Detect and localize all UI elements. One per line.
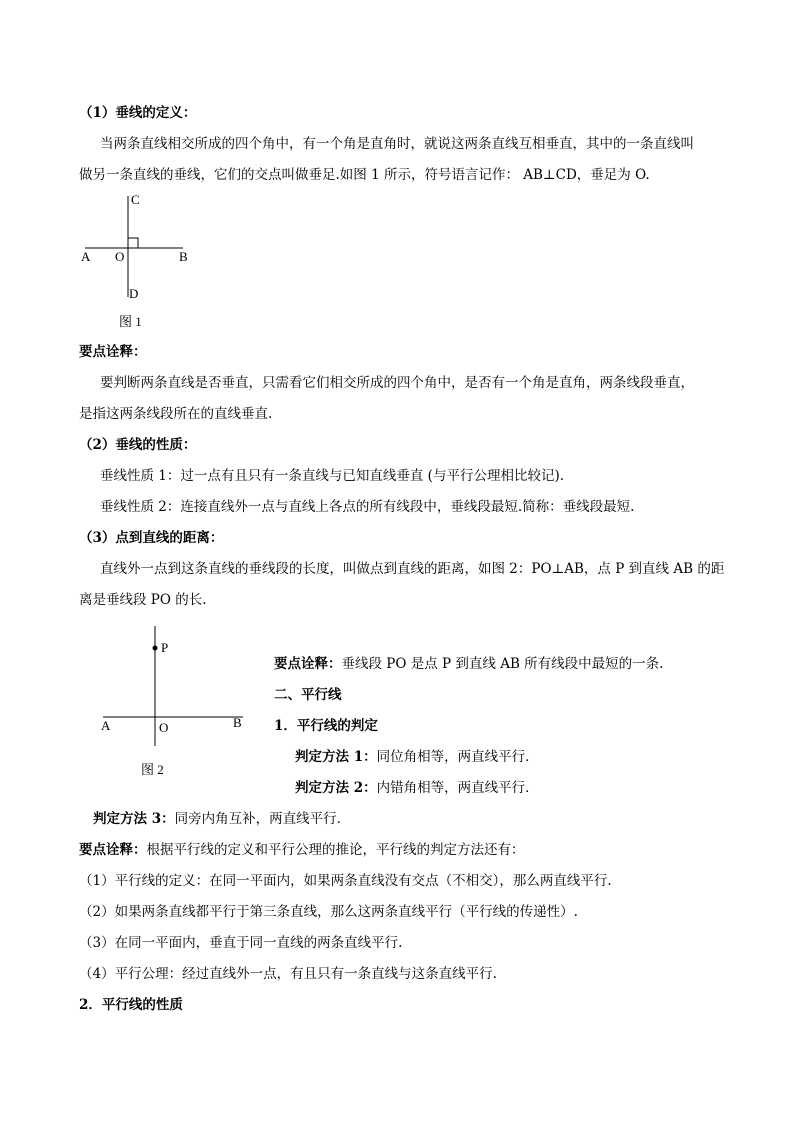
judgement-method-3 (93, 810, 350, 828)
note-2-label: 要点诠释： (274, 656, 342, 672)
judgement-method-2 (295, 779, 539, 797)
distance-paragraph-line2: 离是垂线段 PO 的长. (79, 592, 207, 608)
heading-parallel-judgement: 1．平行线的判定 (274, 718, 378, 734)
label-a: A (101, 718, 111, 733)
note-2-text: 垂线段 PO 是点 P 到直线 AB 所有线段中最短的一条. (341, 656, 664, 672)
figure-1-caption: 图 1 (119, 314, 142, 329)
note-3-label: 要点诠释： (79, 842, 147, 858)
note-2 (274, 655, 663, 673)
note-3-text: 根据平行线的定义和平行公理的推论，平行线的判定方法还有： (146, 842, 525, 858)
section-title-parallel-lines: 二、平行线 (274, 687, 342, 703)
list-item-3: （3）在同一平面内，垂直于同一直线的两条直线平行. (79, 935, 403, 951)
figure-1-perpendicular-lines (75, 190, 205, 335)
label-b: B (179, 249, 188, 264)
method-1-text: 同位角相等，两直线平行． (376, 749, 539, 765)
note-label: 要点诠释： (79, 344, 147, 360)
right-angle-mark (128, 238, 138, 248)
label-p: P (161, 640, 169, 655)
note-paragraph-line2: 是指这两条线段所在的直线垂直. (79, 406, 273, 422)
label-b: B (233, 715, 242, 730)
method-2-text: 内错角相等，两直线平行． (376, 780, 539, 796)
definition-paragraph-line1: 当两条直线相交所成的四个角中，有一个角是直角时，就说这两条直线互相垂直，其中的一条直线叫 (100, 136, 694, 152)
list-item-1: （1）平行线的定义：在同一平面内，如果两条直线没有交点（不相交），那么两直线平行. (79, 873, 612, 889)
label-d: D (129, 286, 139, 301)
figure-2-point-to-line-distance (95, 620, 255, 785)
section-heading-definition: （1）垂线的定义： (79, 105, 197, 121)
property-2: 垂线性质 2：连接直线外一点与直线上各点的所有线段中，垂线段最短.简称：垂线段最短. (100, 499, 635, 515)
judgement-method-1 (295, 748, 539, 766)
section-heading-distance: （3）点到直线的距离： (79, 530, 224, 546)
method-1-label: 判定方法 1： (295, 749, 377, 765)
label-o: O (159, 720, 169, 735)
method-3-label: 判定方法 3： (93, 811, 175, 827)
distance-paragraph-line1: 直线外一点到这条直线的垂线段的长度，叫做点到直线的距离，如图 2：PO⊥AB，点 P 到直线 AB 的距 (100, 561, 725, 577)
section-heading-properties: （2）垂线的性质： (79, 437, 197, 453)
property-1: 垂线性质 1：过一点有且只有一条直线与已知直线垂直 (与平行公理相比较记). (100, 468, 564, 484)
list-item-4: （4）平行公理：经过直线外一点，有且只有一条直线与这条直线平行. (79, 966, 497, 982)
label-a: A (81, 249, 91, 264)
definition-paragraph-line2: 做另一条直线的垂线，它们的交点叫做垂足.如图 1 所示，符号语言记作： AB⊥CD，垂足为 O. (79, 167, 650, 183)
method-2-label: 判定方法 2： (295, 780, 377, 796)
label-c: C (131, 192, 140, 207)
figure-2-caption: 图 2 (141, 762, 164, 777)
heading-parallel-properties: 2．平行线的性质 (79, 997, 183, 1013)
label-o: O (115, 249, 125, 264)
note-paragraph-line1: 要判断两条直线是否垂直，只需看它们相交所成的四个角中，是否有一个角是直角，两条线段垂直， (100, 375, 694, 391)
point-p (153, 646, 158, 651)
list-item-2: （2）如果两条直线都平行于第三条直线，那么这两条直线平行（平行线的传递性）. (79, 904, 578, 920)
note-3 (79, 841, 525, 859)
method-3-text: 同旁内角互补，两直线平行． (174, 811, 351, 827)
